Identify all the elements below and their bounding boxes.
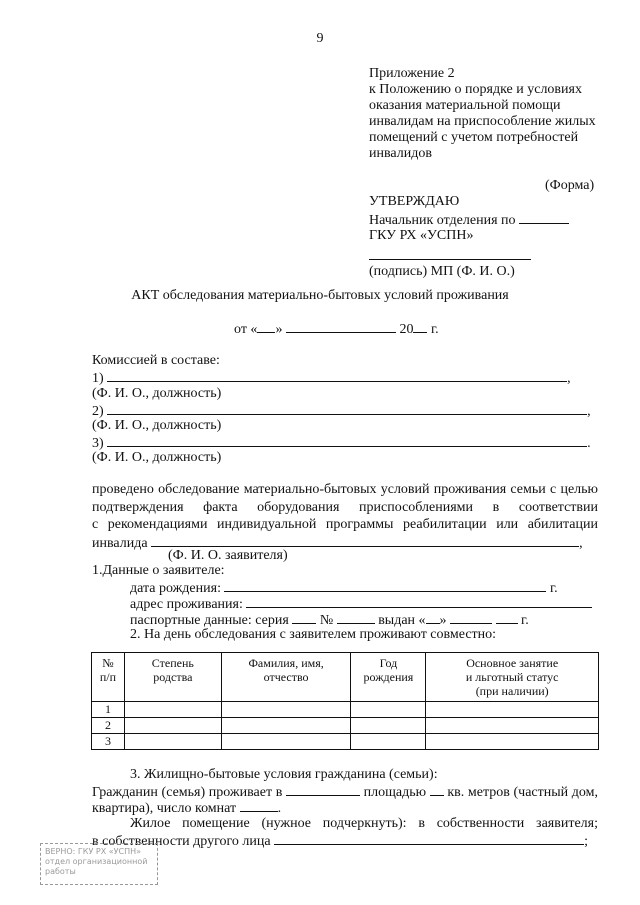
housing-type-field[interactable] xyxy=(286,783,360,796)
passport-label: паспортные данные: серия xyxy=(130,613,289,628)
signature-caption: (подпись) МП (Ф. И. О.) xyxy=(369,264,515,279)
table-row xyxy=(92,702,599,718)
appendix-line: инвалидов xyxy=(369,146,432,161)
table-cell[interactable] xyxy=(221,702,351,718)
passport-num-label: № xyxy=(319,613,334,628)
birth-label: дата рождения: xyxy=(130,581,221,596)
approve-org: ГКУ РХ «УСПН» xyxy=(369,228,474,243)
passport-month-field[interactable] xyxy=(450,611,492,624)
day-field[interactable] xyxy=(257,320,275,333)
form-label: (Форма) xyxy=(545,178,595,193)
table-cell[interactable] xyxy=(426,734,599,750)
page-number: 9 xyxy=(316,31,324,46)
area-field[interactable] xyxy=(430,783,444,796)
appendix-line: к Положению о порядке и условиях xyxy=(369,82,582,97)
approval-block xyxy=(369,194,569,281)
passport-series-field[interactable] xyxy=(292,611,316,624)
other-owner-label: в собственности другого лица xyxy=(92,834,271,849)
table-cell[interactable] xyxy=(426,702,599,718)
approve-position-label: Начальник отделения по xyxy=(369,213,516,228)
member-num: 2) xyxy=(92,404,104,419)
purpose-line: подтверждения факта оборудования приспособлениями в соответствии xyxy=(92,499,598,515)
row-number: 3 xyxy=(92,734,125,750)
purpose-paragraph xyxy=(92,481,598,552)
member-end: , xyxy=(587,404,591,419)
appendix-note xyxy=(369,66,629,162)
rooms-label: квартира), число комнат xyxy=(92,801,237,816)
appendix-line: инвалидам на приспособление жилых xyxy=(369,114,596,129)
passport-year-field[interactable] xyxy=(496,611,518,624)
birth-suffix: г. xyxy=(549,581,558,596)
signature-line[interactable] xyxy=(369,247,531,260)
purpose-line: проведено обследование материально-бытовых условий проживания семьи с целью xyxy=(92,482,598,497)
col-header-relation xyxy=(124,653,221,702)
act-title: АКТ обследования материально-бытовых условий проживания xyxy=(131,288,509,303)
housing-text: Гражданин (семья) проживает в xyxy=(92,785,283,800)
month-field[interactable] xyxy=(286,320,396,333)
passport-issued-label: выдан « xyxy=(378,613,426,628)
member-caption: (Ф. И. О., должность) xyxy=(92,450,222,465)
passport-quote: » xyxy=(439,613,447,628)
purpose-line: с рекомендациями индивидуальной программы реабилитации или абилитации xyxy=(92,517,598,532)
appendix-line: оказания материальной помощи xyxy=(369,98,561,113)
date-suffix: г. xyxy=(430,322,439,337)
table-cell[interactable] xyxy=(221,734,351,750)
table-cell[interactable] xyxy=(124,702,221,718)
address-label: адрес проживания: xyxy=(130,597,243,612)
header-text: Фамилия, имя, отчество xyxy=(248,656,324,684)
member-line-1 xyxy=(92,369,571,387)
member-end: , xyxy=(567,371,571,386)
table-cell[interactable] xyxy=(351,702,426,718)
table-header-row xyxy=(92,653,599,702)
purpose-word: инвалида xyxy=(92,535,148,551)
stamp-line: отдел организационной xyxy=(45,857,148,866)
member-1-field[interactable] xyxy=(107,369,567,382)
year-field[interactable] xyxy=(413,320,427,333)
col-header-name xyxy=(221,653,351,702)
year-prefix: 20 xyxy=(399,322,414,337)
col-header-birth-year xyxy=(351,653,426,702)
area-units: кв. метров (частный дом, xyxy=(447,785,598,800)
ownership-line xyxy=(130,816,598,832)
header-text: Степень родства xyxy=(151,656,194,684)
member-end: . xyxy=(587,436,591,451)
member-2-field[interactable] xyxy=(107,402,587,415)
rooms-end: . xyxy=(277,801,282,816)
date-line xyxy=(234,320,439,338)
header-text: № п/п xyxy=(99,656,117,684)
table-row xyxy=(92,718,599,734)
member-3-field[interactable] xyxy=(107,434,587,447)
household-table xyxy=(91,652,599,750)
section2-heading: 2. На день обследования с заявителем проживают совместно: xyxy=(130,627,497,642)
applicant-caption: (Ф. И. О. заявителя) xyxy=(168,548,288,563)
col-header-occupation xyxy=(426,653,599,702)
area-label: площадью xyxy=(363,785,427,800)
other-owner-line xyxy=(92,832,588,850)
header-text: Основное занятие и льготный статус (при наличии) xyxy=(465,656,559,698)
date-quote: » xyxy=(275,322,283,337)
row-number: 1 xyxy=(92,702,125,718)
member-num: 3) xyxy=(92,436,104,451)
appendix-line: Приложение 2 xyxy=(369,66,455,81)
other-owner-field[interactable] xyxy=(274,832,584,845)
header-text: Год рождения xyxy=(363,656,414,684)
stamp-line: ВЕРНО: ГКУ РХ «УСПН» xyxy=(45,847,142,856)
member-caption: (Ф. И. О., должность) xyxy=(92,418,222,433)
passport-number-field[interactable] xyxy=(337,611,375,624)
approve-title: УТВЕРЖДАЮ xyxy=(369,194,460,209)
member-num: 1) xyxy=(92,371,104,386)
passport-year-suffix: г. xyxy=(521,613,529,628)
stamp-line: работы xyxy=(45,867,76,876)
table-cell[interactable] xyxy=(351,718,426,734)
table-cell[interactable] xyxy=(351,734,426,750)
section1-heading: 1.Данные о заявителе: xyxy=(92,563,225,578)
approve-position xyxy=(369,211,569,228)
applicant-name-field[interactable] xyxy=(151,534,579,547)
col-header-number xyxy=(92,653,125,702)
table-cell[interactable] xyxy=(426,718,599,734)
row-number: 2 xyxy=(92,718,125,734)
table-cell[interactable] xyxy=(221,718,351,734)
other-owner-end: ; xyxy=(584,834,588,849)
table-cell[interactable] xyxy=(124,718,221,734)
member-caption: (Ф. И. О., должность) xyxy=(92,386,222,401)
ownership-text: Жилое помещение (нужное подчеркнуть): в собственности заявителя; xyxy=(130,816,598,831)
address-field[interactable] xyxy=(246,595,592,608)
table-row xyxy=(92,734,599,750)
housing-line-2 xyxy=(92,799,281,817)
purpose-end: , xyxy=(579,535,583,551)
office-stamp xyxy=(40,843,158,885)
commission-heading: Комиссией в составе: xyxy=(92,353,220,368)
table-cell[interactable] xyxy=(124,734,221,750)
date-prefix: от « xyxy=(234,322,258,337)
appendix-line: помещений с учетом потребностей xyxy=(369,130,579,145)
passport-day-field[interactable] xyxy=(426,611,440,624)
department-field[interactable] xyxy=(519,211,569,224)
birth-date-field[interactable] xyxy=(224,579,546,592)
rooms-field[interactable] xyxy=(240,799,278,812)
section3-heading: 3. Жилищно-бытовые условия гражданина (семьи): xyxy=(130,767,438,782)
